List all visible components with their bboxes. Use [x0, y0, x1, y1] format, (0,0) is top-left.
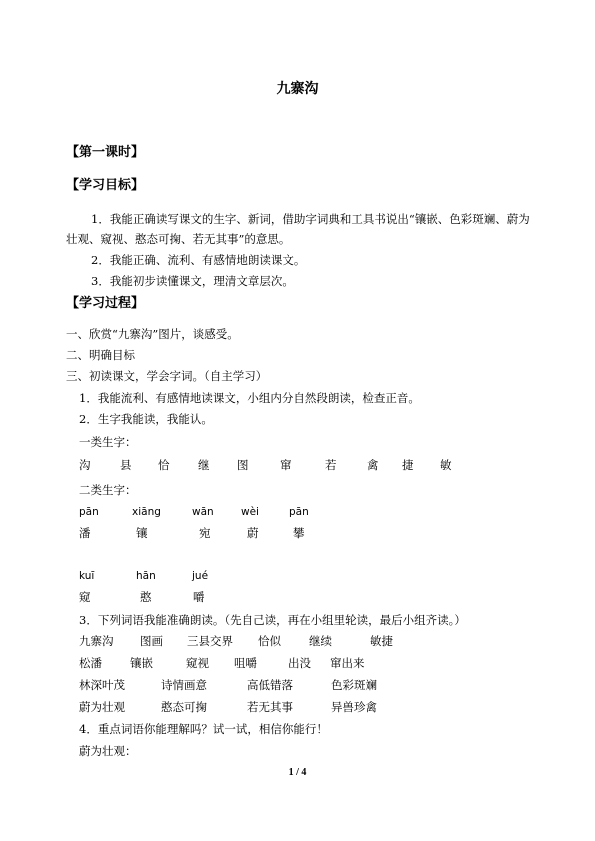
- point-3: 3．下列词语我能准确朗读。（先自己读，再在小组里轮读，最后小组齐读。）: [79, 613, 466, 627]
- class1-char: 敏: [440, 458, 452, 472]
- class1-char: 继: [198, 458, 210, 472]
- word: 九寨沟: [79, 634, 114, 648]
- class2-char: 潘: [79, 526, 91, 540]
- point-4: 4．重点词语你能理解吗？试一试，相信你能行！: [79, 722, 328, 736]
- word: 咀嚼: [234, 656, 257, 670]
- word-row-1: [79, 634, 499, 648]
- class1-char: 捷: [402, 458, 414, 472]
- word: 高低错落: [247, 678, 293, 692]
- word: 色彩斑斓: [331, 678, 377, 692]
- heading-lesson: 【第一课时】: [66, 145, 145, 160]
- class2-char: 镶: [136, 526, 148, 540]
- word: 镶嵌: [130, 656, 153, 670]
- word: 敏捷: [370, 634, 393, 648]
- step-3: 三、初读课文，学会字词。（自主学习）: [66, 369, 268, 383]
- class2-char-row-b: [79, 590, 279, 604]
- class2-char: 蔚: [247, 526, 259, 540]
- pinyin: xiāng: [132, 506, 161, 518]
- class1-char: 禽: [367, 458, 379, 472]
- class1-char: 县: [120, 458, 132, 472]
- class2-char: 攀: [293, 526, 305, 540]
- class2-char: 憨: [140, 590, 152, 604]
- pinyin: hān: [136, 570, 156, 582]
- class2-char: 窥: [79, 590, 91, 604]
- pinyin: wèi: [241, 506, 259, 518]
- word: 诗情画意: [161, 678, 207, 692]
- word: 憨态可掬: [161, 700, 207, 714]
- class2-char-row-a: [79, 526, 379, 540]
- goal-1-line-2: 壮观、窥视、憨态可掬、若无其事”的意思。: [66, 232, 291, 246]
- point-4-item: 蔚为壮观：: [79, 744, 137, 758]
- word: 恰似: [258, 634, 281, 648]
- word-row-3: [79, 678, 499, 692]
- pinyin: wān: [192, 506, 214, 518]
- word-row-2: [79, 656, 499, 670]
- heading-process: 【学习过程】: [66, 296, 145, 311]
- goal-1-line-1: 1．我能正确读写课文的生字、新词，借助字词典和工具书说出“镶嵌、色彩斑斓、蔚为: [91, 212, 530, 226]
- pinyin: kuī: [79, 570, 95, 582]
- pinyin: jué: [192, 570, 209, 582]
- class1-char: 窜: [280, 458, 292, 472]
- word: 窥视: [186, 656, 209, 670]
- page-number: 1 / 4: [288, 767, 307, 778]
- word: 松潘: [79, 656, 102, 670]
- word: 继续: [309, 634, 332, 648]
- word: 若无其事: [247, 700, 293, 714]
- heading-goals: 【学习目标】: [66, 178, 145, 193]
- goal-3: 3．我能初步读懂课文，理清文章层次。: [91, 274, 294, 288]
- page-title: 九寨沟: [276, 81, 319, 97]
- class1-label: 一类生字：: [79, 435, 137, 449]
- word: 出没: [288, 656, 311, 670]
- goal-2: 2．我能正确、流利、有感情地朗读课文。: [91, 253, 306, 267]
- point-1: 1．我能流利、有感情地读课文，小组内分自然段朗读，检查正音。: [79, 391, 420, 405]
- class1-char: 图: [237, 458, 249, 472]
- pinyin: pān: [289, 506, 309, 518]
- word: 林深叶茂: [79, 678, 125, 692]
- point-2: 2．生字我能读，我能认。: [79, 412, 213, 426]
- class1-char: 若: [325, 458, 337, 472]
- word: 窜出来: [330, 656, 365, 670]
- class1-char: 恰: [158, 458, 170, 472]
- class2-pinyin-row-a: [79, 505, 379, 519]
- word: 蔚为壮观: [79, 700, 125, 714]
- class2-char: 嚼: [193, 590, 205, 604]
- step-1: 一、欣赏“九寨沟”图片，谈感受。: [66, 327, 239, 341]
- step-2: 二、明确目标: [66, 348, 135, 362]
- class2-pinyin-row-b: [79, 569, 279, 583]
- class1-char: 沟: [79, 458, 91, 472]
- word: 三县交界: [187, 634, 233, 648]
- word: 异兽珍禽: [331, 700, 377, 714]
- class2-char: 宛: [199, 526, 211, 540]
- word: 图画: [140, 634, 163, 648]
- pinyin: pān: [79, 506, 99, 518]
- class1-char-row: [79, 458, 499, 472]
- class2-label: 二类生字：: [79, 483, 137, 497]
- word-row-4: [79, 700, 499, 714]
